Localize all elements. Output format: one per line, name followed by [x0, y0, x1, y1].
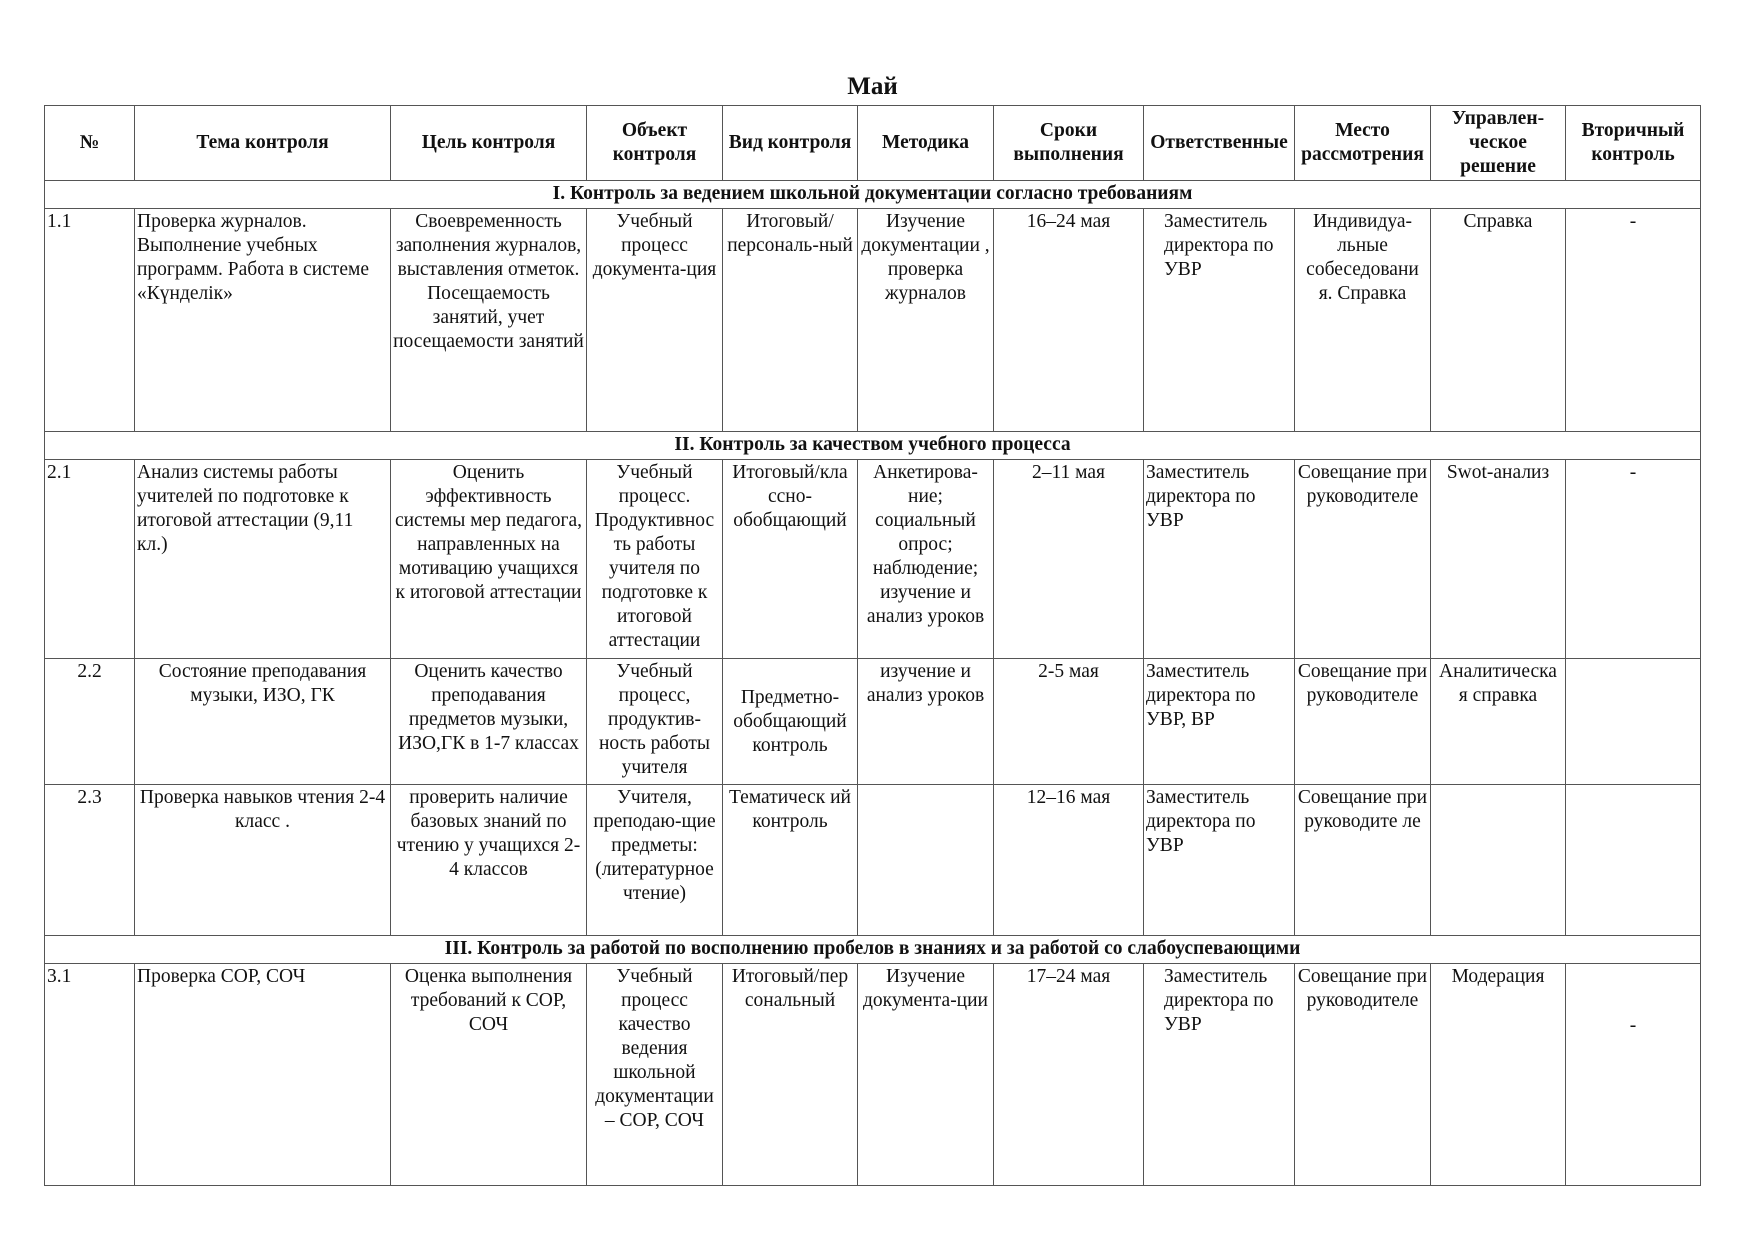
table-row — [45, 785, 1701, 936]
cell-responsible: Заместитель директора по УВР — [1144, 785, 1295, 936]
cell-method: изучение и анализ уроков — [858, 659, 994, 785]
cell-decision: Справка — [1431, 209, 1566, 432]
cell-secondary — [1566, 785, 1701, 936]
section-title: III. Контроль за работой по восполнению пробелов в знаниях и за работой со слабоуспевающими — [45, 936, 1701, 964]
col-header-place: Место рассмотрения — [1295, 106, 1431, 181]
cell-object: Учебный процесс качество ведения школьной документации – СОР, СОЧ — [587, 964, 723, 1186]
cell-type: Итоговый/пер сональный — [723, 964, 858, 1186]
cell-num: 2.3 — [45, 785, 135, 936]
cell-topic: Состояние преподавания музыки, ИЗО, ГК — [135, 659, 391, 785]
col-header-object: Объект контроля — [587, 106, 723, 181]
cell-topic: Проверка СОР, СОЧ — [135, 964, 391, 1186]
cell-secondary — [1566, 659, 1701, 785]
cell-secondary: - — [1566, 209, 1701, 432]
col-header-topic: Тема контроля — [135, 106, 391, 181]
cell-decision: Swot-анализ — [1431, 460, 1566, 659]
cell-method — [858, 785, 994, 936]
col-header-type: Вид контроля — [723, 106, 858, 181]
cell-method: Изучение документации , проверка журналов — [858, 209, 994, 432]
cell-type: Итоговый/ персональ-ный — [723, 209, 858, 432]
cell-type: Тематическ ий контроль — [723, 785, 858, 936]
cell-dates: 2-5 мая — [994, 659, 1144, 785]
cell-type: Итоговый/кла ссно-обобщающий — [723, 460, 858, 659]
section-header-row — [45, 936, 1701, 964]
cell-num: 2.2 — [45, 659, 135, 785]
cell-goal: Оценить качество преподавания предметов музыки, ИЗО,ГК в 1-7 классах — [391, 659, 587, 785]
cell-method: Изучение документа-ции — [858, 964, 994, 1186]
cell-place: Совещание при руководителе — [1295, 659, 1431, 785]
cell-goal: Оценить эффективность системы мер педагога, направленных на мотивацию учащихся к итоговой аттестации — [391, 460, 587, 659]
cell-type: Предметно-обобщающий контроль — [723, 659, 858, 785]
cell-object: Учебный процесс. Продуктивнос ть работы учителя по подготовке к итоговой аттестации — [587, 460, 723, 659]
cell-secondary: - — [1566, 460, 1701, 659]
section-header-row — [45, 432, 1701, 460]
cell-responsible: Заместитель директора по УВР — [1144, 460, 1295, 659]
cell-decision — [1431, 785, 1566, 936]
cell-responsible: Заместитель директора по УВР — [1144, 964, 1295, 1186]
cell-responsible: Заместитель директора по УВР — [1144, 209, 1295, 432]
col-header-decision: Управлен-ческое решение — [1431, 106, 1566, 181]
cell-responsible: Заместитель директора по УВР, ВР — [1144, 659, 1295, 785]
cell-method: Анкетирова-ние; социальный опрос; наблюдение; изучение и анализ уроков — [858, 460, 994, 659]
cell-goal: Своевременность заполнения журналов, выставления отметок. Посещаемость занятий, учет посещаемости занятий — [391, 209, 587, 432]
col-header-num: № — [45, 106, 135, 181]
cell-num: 2.1 — [45, 460, 135, 659]
header-row — [45, 106, 1701, 181]
cell-place: Совещание при руководителе — [1295, 964, 1431, 1186]
cell-goal: Оценка выполнения требований к СОР, СОЧ — [391, 964, 587, 1186]
cell-decision: Аналитическа я справка — [1431, 659, 1566, 785]
cell-place: Совещание при руководите ле — [1295, 785, 1431, 936]
table-row — [45, 460, 1701, 659]
table-row — [45, 209, 1701, 432]
cell-dates: 17–24 мая — [994, 964, 1144, 1186]
cell-num: 3.1 — [45, 964, 135, 1186]
cell-place: Индивидуа-льные собеседовани я. Справка — [1295, 209, 1431, 432]
cell-place: Совещание при руководителе — [1295, 460, 1431, 659]
table-row — [45, 964, 1701, 1186]
col-header-secondary: Вторичный контроль — [1566, 106, 1701, 181]
cell-topic: Проверка журналов. Выполнение учебных программ. Работа в системе «Күнделік» — [135, 209, 391, 432]
cell-decision: Модерация — [1431, 964, 1566, 1186]
cell-object: Учебный процесс, продуктив-ность работы учителя — [587, 659, 723, 785]
cell-goal: проверить наличие базовых знаний по чтению у учащихся 2-4 классов — [391, 785, 587, 936]
cell-num: 1.1 — [45, 209, 135, 432]
section-title: II. Контроль за качеством учебного процесса — [45, 432, 1701, 460]
control-plan-table — [44, 105, 1701, 1186]
table-row — [45, 659, 1701, 785]
cell-topic: Проверка навыков чтения 2-4 класс . — [135, 785, 391, 936]
page-title: Май — [847, 73, 898, 100]
col-header-responsible: Ответственные — [1144, 106, 1295, 181]
section-title: I. Контроль за ведением школьной документации согласно требованиям — [45, 181, 1701, 209]
cell-topic: Анализ системы работы учителей по подготовке к итоговой аттестации (9,11 кл.) — [135, 460, 391, 659]
cell-object: Учебный процесс документа-ция — [587, 209, 723, 432]
cell-secondary: - — [1566, 964, 1701, 1186]
cell-dates: 16–24 мая — [994, 209, 1144, 432]
col-header-method: Методика — [858, 106, 994, 181]
cell-dates: 2–11 мая — [994, 460, 1144, 659]
cell-object: Учителя, преподаю-щие предметы: (литературное чтение) — [587, 785, 723, 936]
col-header-goal: Цель контроля — [391, 106, 587, 181]
col-header-dates: Сроки выполнения — [994, 106, 1144, 181]
cell-dates: 12–16 мая — [994, 785, 1144, 936]
section-header-row — [45, 181, 1701, 209]
